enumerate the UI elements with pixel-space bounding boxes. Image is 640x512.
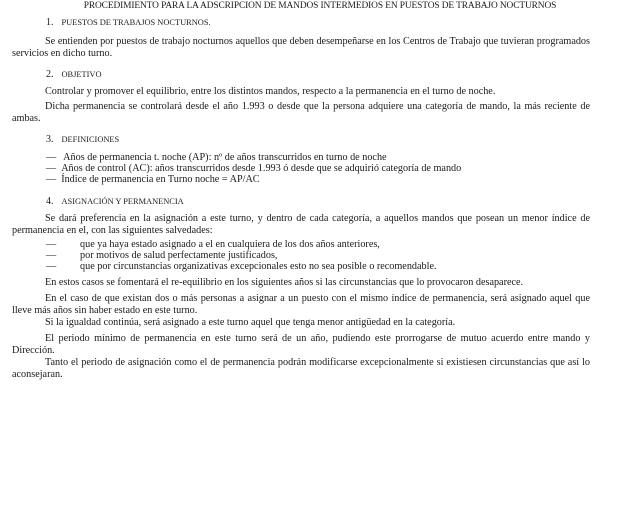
section-4-paragraph-4: El periodo mínimo de permanencia en este turno será de un año, pudiendo este prorrogarse de mutuo acuerdo entre mando y Dirección. — [12, 333, 590, 356]
dash-bullet: — — [46, 163, 57, 174]
section-4-paragraph-5: Tanto el periodo de asignación como el de permanencia podrán modificarse excepcionalmente si existiesen circunstancias que así lo aconsejaran. — [12, 357, 590, 380]
dash-bullet: — — [46, 250, 57, 261]
section-3-heading — [46, 134, 119, 147]
dash-bullet: — — [46, 261, 57, 272]
section-number: 3. — [46, 134, 54, 145]
definition-text: Índice de permanencia en Turno noche = AP/AC — [61, 174, 260, 185]
exception-item-2 — [46, 250, 277, 262]
dash-bullet: — — [46, 239, 57, 250]
exception-item-1 — [46, 239, 380, 251]
dash-bullet: — — [46, 174, 57, 185]
section-number: 1. — [46, 17, 54, 28]
section-4-paragraph-1: En estos casos se fomentará el re-equilibrio en los siguientes años si las circunstancias que lo provocaron desaparece. — [45, 277, 524, 288]
definition-text: Años de control (AC): años transcurridos desde 1.993 ó desde que se adquirió categoría de mando — [61, 163, 462, 174]
section-number: 2. — [46, 69, 54, 80]
definition-item-ac — [46, 163, 461, 175]
section-title: OBJETIVO — [61, 70, 102, 79]
definition-text: Años de permanencia t. noche (AP): nº de años transcurridos en turno de noche — [63, 152, 387, 163]
section-number: 4. — [46, 196, 54, 207]
section-4-paragraph-2: En el caso de que existan dos o más personas a asignar a un puesto con el mismo índice de permanencia, será asignado aquel que lleve más años sin haber estado en este turno. — [12, 293, 590, 316]
exception-item-3 — [46, 261, 437, 273]
section-title: DEFINICIONES — [61, 135, 120, 144]
exception-text: que ya haya estado asignado a el en cualquiera de los dos años anteriores, — [80, 239, 380, 250]
section-2-paragraph-2: Dicha permanencia se controlará desde el año 1.993 o desde que la persona adquiere una categoría de mando, la más reciente de ambas. — [12, 101, 590, 124]
section-4-paragraph-3: Si la igualdad continúa, será asignado a este turno aquel que tenga menor antigüedad en la categoría. — [45, 317, 456, 328]
definition-item-index — [46, 174, 260, 186]
exception-text: por motivos de salud perfectamente justificados, — [80, 250, 278, 261]
document-title: PROCEDIMIENTO PARA LA ADSCRIPCION DE MANDOS INTERMEDIOS EN PUESTOS DE TRABAJO NOCTURNOS — [83, 1, 557, 11]
section-2-heading — [46, 69, 102, 82]
section-title: ASIGNACIÓN Y PERMANENCIA — [61, 197, 184, 206]
section-1-heading — [46, 17, 211, 30]
section-4-heading — [46, 196, 184, 209]
definition-item-ap — [46, 152, 387, 164]
section-1-paragraph: Se entienden por puestos de trabajo nocturnos aquellos que deben desempeñarse en los Centros de Trabajo que tuvieran programados servicios en dicho turno. — [12, 36, 590, 59]
exception-text: que por circunstancias organizativas excepcionales esto no sea posible o recomendable. — [80, 261, 437, 272]
section-2-paragraph-1: Controlar y promover el equilibrio, entre los distintos mandos, respecto a la permanencia en el turno de noche. — [45, 86, 496, 97]
section-title: PUESTOS DE TRABAJOS NOCTURNOS. — [61, 18, 211, 27]
dash-bullet: — — [46, 152, 57, 163]
section-4-intro: Se dará preferencia en la asignación a este turno, y dentro de cada categoría, a aquellos mandos que posean un menor índice de permanencia en el, con las siguientes salvedades: — [12, 213, 590, 236]
